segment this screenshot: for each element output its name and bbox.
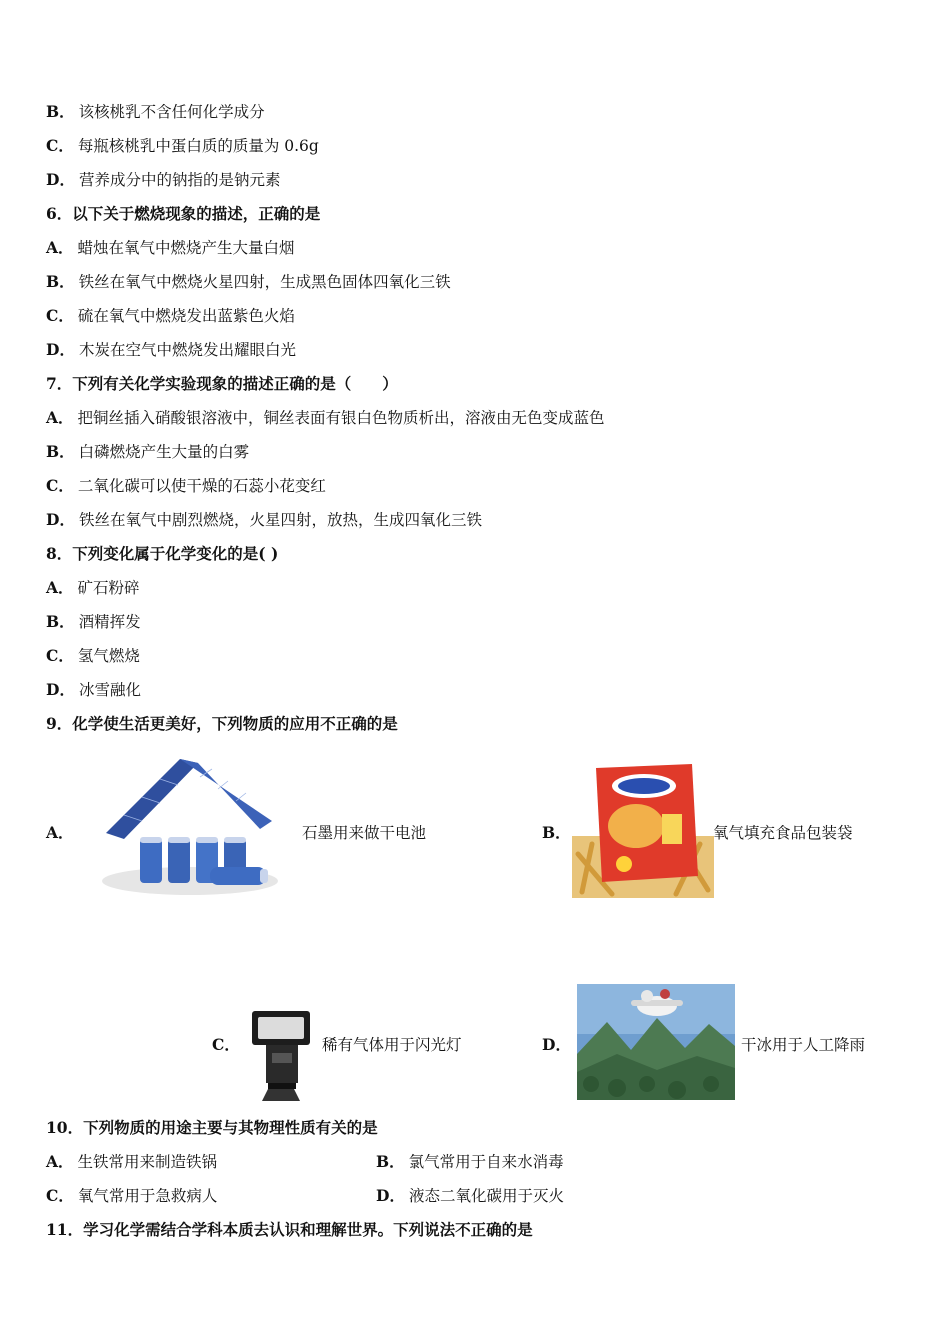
q7-option-c <box>46 476 326 496</box>
option-text: 液态二氧化碳用于灭火 <box>408 1187 564 1205</box>
snack-package-image <box>572 764 714 898</box>
option-text: 该核桃乳不含任何化学成分 <box>78 103 265 121</box>
cloud-seeding-plane-image <box>577 984 735 1100</box>
option-label: B． <box>46 102 75 121</box>
q8-option-b <box>46 612 141 632</box>
q7-option-b <box>46 442 249 462</box>
q6-option-b <box>46 272 451 292</box>
option-text: 矿石粉碎 <box>77 579 140 597</box>
q9-option-a-text: 石墨用来做干电池 <box>302 824 427 842</box>
option-label: A． <box>46 1152 74 1171</box>
q10-option-b <box>376 1152 564 1172</box>
option-text: 酒精挥发 <box>78 613 141 631</box>
q8-option-a <box>46 578 140 598</box>
q9-option-d-label: D． <box>542 1035 571 1054</box>
option-label: C． <box>46 646 74 665</box>
option-label: D． <box>46 680 75 699</box>
option-text: 氧气常用于急救病人 <box>77 1187 218 1205</box>
q6-stem: 6．以下关于燃烧现象的描述，正确的是 <box>46 204 321 223</box>
q7-stem: 7．下列有关化学实验现象的描述正确的是（ ） <box>46 374 398 393</box>
q10-option-a <box>46 1152 217 1172</box>
q9-option-b-label: B． <box>542 823 571 842</box>
q8-option-d <box>46 680 141 700</box>
option-label: B． <box>46 442 75 461</box>
option-text: 生铁常用来制造铁锅 <box>77 1153 218 1171</box>
q10-option-d <box>376 1186 564 1206</box>
option-label: A． <box>46 238 74 257</box>
q6-option-a <box>46 238 295 258</box>
q8-stem: 8．下列变化属于化学变化的是( ) <box>46 544 279 563</box>
q9-stem: 9．化学使生活更美好，下列物质的应用不正确的是 <box>46 714 398 733</box>
option-text: 把铜丝插入硝酸银溶液中，铜丝表面有银白色物质析出，溶液由无色变成蓝色 <box>77 409 605 427</box>
option-text: 每瓶核桃乳中蛋白质的质量为 0.6g <box>77 137 319 155</box>
q9-option-a-label: A． <box>46 823 74 842</box>
option-text: 营养成分中的钠指的是钠元素 <box>78 171 281 189</box>
q5-option-c <box>46 136 319 156</box>
option-text: 蜡烛在氧气中燃烧产生大量白烟 <box>77 239 295 257</box>
camera-flash-image <box>246 1009 316 1101</box>
option-text: 硫在氧气中燃烧发出蓝紫色火焰 <box>77 307 295 325</box>
q9-option-b-text: 氧气填充食品包装袋 <box>713 824 853 842</box>
option-label: D． <box>46 170 75 189</box>
q10-stem: 10．下列物质的用途主要与其物理性质有关的是 <box>46 1118 378 1137</box>
option-label: D． <box>376 1186 405 1205</box>
option-text: 二氧化碳可以使干燥的石蕊小花变红 <box>77 477 326 495</box>
q9-option-c-text: 稀有气体用于闪光灯 <box>322 1036 462 1054</box>
option-text: 氢气燃烧 <box>77 647 140 665</box>
option-label: A． <box>46 578 74 597</box>
option-text: 冰雪融化 <box>78 681 141 699</box>
q7-option-d <box>46 510 482 530</box>
q9-option-d-text: 干冰用于人工降雨 <box>741 1036 866 1054</box>
q7-option-a <box>46 408 605 428</box>
q9-option-c-label: C． <box>212 1035 240 1054</box>
option-label: B． <box>46 612 75 631</box>
q6-option-d <box>46 340 296 360</box>
option-text: 铁丝在氧气中燃烧火星四射，生成黑色固体四氧化三铁 <box>78 273 451 291</box>
option-label: B． <box>46 272 75 291</box>
option-text: 铁丝在氧气中剧烈燃烧，火星四射，放热，生成四氧化三铁 <box>78 511 482 529</box>
q8-option-c <box>46 646 140 666</box>
solar-house-battery-image <box>100 755 278 897</box>
option-text: 白磷燃烧产生大量的白雾 <box>78 443 250 461</box>
option-label: A． <box>46 408 74 427</box>
q6-option-c <box>46 306 295 326</box>
q5-option-b <box>46 102 265 122</box>
option-label: C． <box>46 136 74 155</box>
q11-stem: 11．学习化学需结合学科本质去认识和理解世界。下列说法不正确的是 <box>46 1220 533 1239</box>
option-label: D． <box>46 510 75 529</box>
option-text: 木炭在空气中燃烧发出耀眼白光 <box>78 341 296 359</box>
q10-option-c <box>46 1186 217 1206</box>
option-label: B． <box>376 1152 405 1171</box>
q5-option-d <box>46 170 280 190</box>
option-text: 氯气常用于自来水消毒 <box>408 1153 564 1171</box>
option-label: C． <box>46 1186 74 1205</box>
option-label: D． <box>46 340 75 359</box>
option-label: C． <box>46 306 74 325</box>
option-label: C． <box>46 476 74 495</box>
